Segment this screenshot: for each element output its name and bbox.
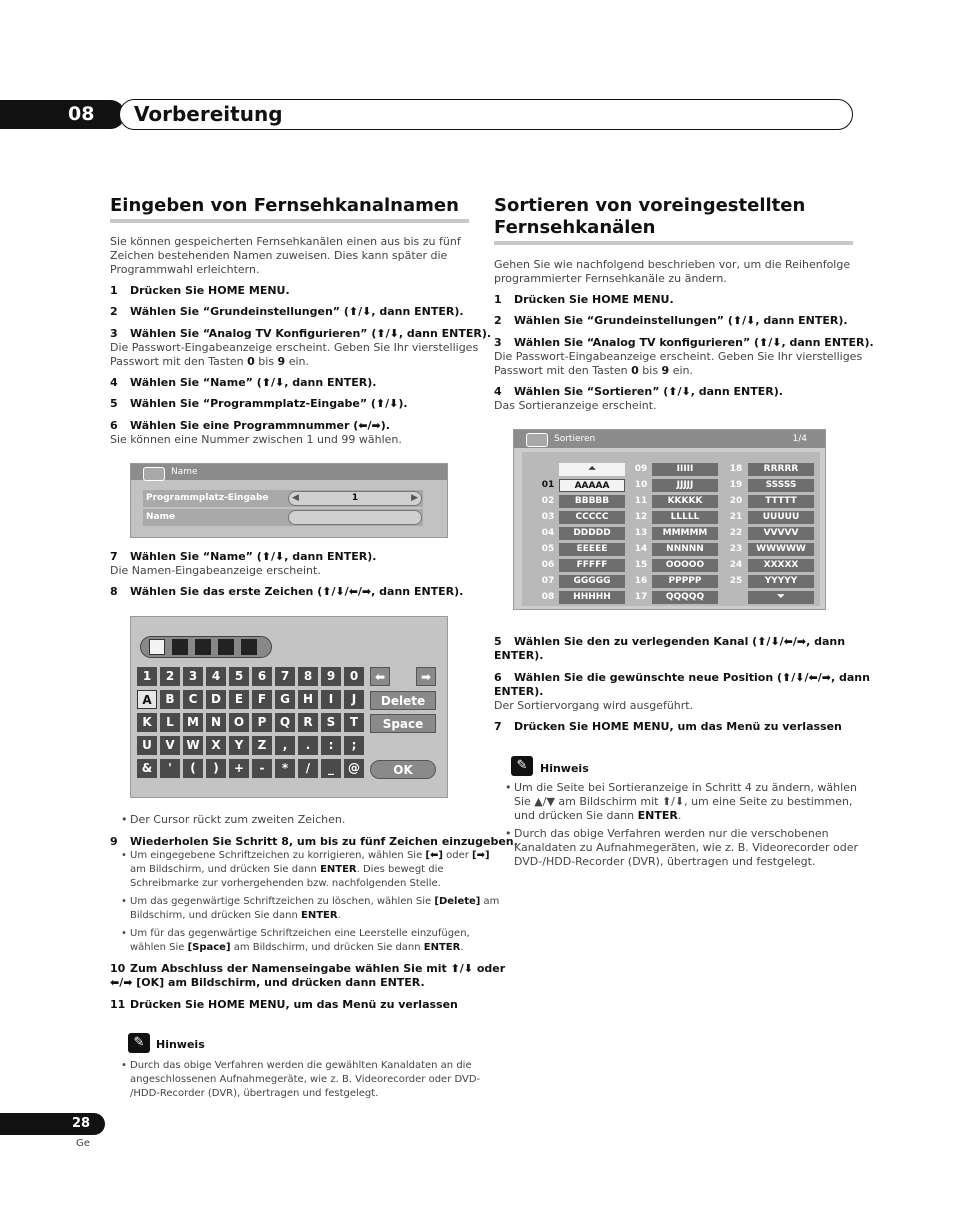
sort-channel-number: 19 xyxy=(729,480,743,490)
key[interactable]: ( xyxy=(183,759,203,778)
sort-channel-number: 11 xyxy=(634,496,648,506)
right-step-5: 5 Wählen Sie den zu verlegenden Kanal (⬆/⬇/⬅/➡, dann xyxy=(494,635,846,648)
channel-value: 1 xyxy=(351,493,359,503)
sort-channel-name[interactable]: BBBBB xyxy=(559,495,625,508)
left-step-7: 7 Wählen Sie “Name” (⬆/⬇, dann ENTER). xyxy=(110,550,377,563)
sort-channel-name[interactable]: RRRRR xyxy=(748,463,814,476)
sort-channel-number: 20 xyxy=(729,496,743,506)
left-step-8: 8 Wählen Sie das erste Zeichen (⬆/⬇/⬅/➡, dann ENTER). xyxy=(110,585,464,598)
name-screen xyxy=(130,463,448,538)
sort-channel-name[interactable]: MMMMM xyxy=(652,527,718,540)
sort-channel-name[interactable]: CCCCC xyxy=(559,511,625,524)
key[interactable]: X xyxy=(206,736,226,755)
sort-channel-number: 04 xyxy=(541,528,555,538)
right-step-4: 4 Wählen Sie “Sortieren” (⬆/⬇, dann ENTER). xyxy=(494,385,783,398)
key[interactable]: Z xyxy=(252,736,272,755)
bullet-correct-2: am Bildschirm, und drücken Sie dann ENTER. Dies bewegt die xyxy=(130,864,444,875)
key[interactable]: Y xyxy=(229,736,249,755)
sort-channel-name[interactable]: TTTTT xyxy=(748,495,814,508)
sort-list xyxy=(522,452,820,606)
sort-channel-number: 07 xyxy=(541,576,555,586)
sort-channel-name[interactable]: OOOOO xyxy=(652,559,718,572)
sort-channel-number: 03 xyxy=(541,512,555,522)
sort-channel-number: 18 xyxy=(729,464,743,474)
right-note-2a: • Durch das obige Verfahren werden nur die verschobenen xyxy=(514,827,829,841)
key[interactable]: T xyxy=(344,713,364,732)
key[interactable]: S xyxy=(321,713,341,732)
left-step-3-desc-1: Die Passwort-Eingabeanzeige erscheint. Geben Sie Ihr vierstelliges xyxy=(110,341,479,354)
page-down-button[interactable]: ⏷ xyxy=(748,591,814,604)
sort-channel-name[interactable]: IIIII xyxy=(652,463,718,476)
left-heading-rule xyxy=(110,219,469,223)
key[interactable]: 4 xyxy=(206,667,226,686)
sort-channel-number: 15 xyxy=(634,560,648,570)
key[interactable]: 2 xyxy=(160,667,180,686)
sort-channel-number: 05 xyxy=(541,544,555,554)
sort-channel-name[interactable]: SSSSS xyxy=(748,479,814,492)
right-step-4-desc: Das Sortieranzeige erscheint. xyxy=(494,399,657,412)
key[interactable]: O xyxy=(229,713,249,732)
cursor-note: • Der Cursor rückt zum zweiten Zeichen. xyxy=(130,813,345,827)
sort-channel-name[interactable]: NNNNN xyxy=(652,543,718,556)
right-step-5-cont: ENTER). xyxy=(494,649,544,662)
key[interactable]: Q xyxy=(275,713,295,732)
page-up-button[interactable]: ⏶ xyxy=(559,463,625,476)
sort-channel-number: 16 xyxy=(634,576,648,586)
sort-channel-name[interactable]: HHHHH xyxy=(559,591,625,604)
sort-channel-name[interactable]: YYYYY xyxy=(748,575,814,588)
sort-channel-number: 12 xyxy=(634,512,648,522)
bullet-space-2: wählen Sie [Space] am Bildschirm, und drücken Sie dann ENTER. xyxy=(130,942,464,953)
arrow-left-icon: ◀ xyxy=(292,493,299,503)
note-pencil-icon: ✎ xyxy=(128,1033,150,1053)
tv-icon xyxy=(526,433,548,447)
sort-channel-name[interactable]: JJJJJ xyxy=(652,479,718,492)
key[interactable]: U xyxy=(137,736,157,755)
sort-channel-name[interactable]: DDDDD xyxy=(559,527,625,540)
key[interactable]: L xyxy=(160,713,180,732)
left-note-2: angeschlossenen Aufnahmegeräte, wie z. B. Videorecorder oder DVD- xyxy=(130,1074,481,1085)
key[interactable]: ' xyxy=(160,759,180,778)
sort-channel-name[interactable]: LLLLL xyxy=(652,511,718,524)
channel-selector[interactable] xyxy=(288,491,422,506)
row-channel-label: Programmplatz-Eingabe xyxy=(146,493,269,503)
key[interactable]: ; xyxy=(344,736,364,755)
key[interactable]: _ xyxy=(321,759,341,778)
sort-channel-number: 06 xyxy=(541,560,555,570)
left-note-title: Hinweis xyxy=(156,1038,205,1051)
key[interactable]: M xyxy=(183,713,203,732)
sort-channel-name[interactable]: UUUUU xyxy=(748,511,814,524)
left-note-1: • Durch das obige Verfahren werden die gewählten Kanaldaten an die xyxy=(130,1059,472,1073)
key[interactable]: * xyxy=(275,759,295,778)
sort-channel-name[interactable]: EEEEE xyxy=(559,543,625,556)
cursor-left-button[interactable]: ⬅ xyxy=(370,667,390,686)
key[interactable]: I xyxy=(321,690,341,709)
left-step-9: 9 Wiederholen Sie Schritt 8, um bis zu fünf Zeichen einzugeben. xyxy=(110,835,518,848)
key[interactable]: 3 xyxy=(183,667,203,686)
right-intro-2: programmierter Fernsehkanäle zu ändern. xyxy=(494,272,727,285)
right-note-1a: • Um die Seite bei Sortieranzeige in Schritt 4 zu ändern, wählen xyxy=(514,781,857,795)
name-slot-1 xyxy=(149,639,165,655)
name-entry-keyboard xyxy=(130,616,448,798)
sort-channel-number: 08 xyxy=(541,592,555,602)
right-intro-1: Gehen Sie wie nachfolgend beschrieben vor, um die Reihenfolge xyxy=(494,258,851,271)
left-heading: Eingeben von Fernsehkanalnamen xyxy=(110,195,459,216)
right-step-2: 2 Wählen Sie “Grundeinstellungen” (⬆/⬇, dann ENTER). xyxy=(494,314,848,327)
sort-channel-name[interactable]: FFFFF xyxy=(559,559,625,572)
key[interactable]: 7 xyxy=(275,667,295,686)
bullet-delete-1: • Um das gegenwärtige Schriftzeichen zu löschen, wählen Sie [Delete] am xyxy=(130,895,499,909)
key[interactable]: H xyxy=(298,690,318,709)
key[interactable]: A xyxy=(137,690,157,709)
right-note-2b: Kanaldaten zu Aufnahmegeräten, wie z. B. Videorecorder oder xyxy=(514,841,859,854)
sort-channel-name[interactable]: KKKKK xyxy=(652,495,718,508)
chapter-tab xyxy=(0,100,125,129)
sort-channel-name[interactable]: GGGGG xyxy=(559,575,625,588)
sort-channel-name[interactable]: PPPPP xyxy=(652,575,718,588)
page-language: Ge xyxy=(76,1138,90,1149)
key[interactable]: @ xyxy=(344,759,364,778)
left-note-3: /HDD-Recorder (DVR), übertragen und festgelegt. xyxy=(130,1088,379,1099)
sort-screen xyxy=(513,429,826,610)
right-note-1b: Sie ▲/▼ am Bildschirm mit ⬆/⬇, um eine Seite zu bestimmen, xyxy=(514,795,853,808)
left-intro-1: Sie können gespeicherten Fernsehkanälen einen aus bis zu fünf xyxy=(110,235,461,248)
bullet-delete-2: Bildschirm, und drücken Sie dann ENTER. xyxy=(130,910,341,921)
key[interactable]: , xyxy=(275,736,295,755)
right-note-1c: und drücken Sie dann ENTER. xyxy=(514,809,682,822)
sort-channel-number: 21 xyxy=(729,512,743,522)
key[interactable]: & xyxy=(137,759,157,778)
sort-channel-name[interactable]: XXXXX xyxy=(748,559,814,572)
sort-channel-name[interactable]: AAAAA xyxy=(559,479,625,492)
right-step-7: 7 Drücken Sie HOME MENU, um das Menü zu verlassen xyxy=(494,720,842,733)
key[interactable]: V xyxy=(160,736,180,755)
sort-channel-number: 13 xyxy=(634,528,648,538)
right-heading-rule xyxy=(494,241,853,245)
sort-channel-number: 01 xyxy=(541,480,555,490)
right-step-3: 3 Wählen Sie “Analog TV konfigurieren” (⬆/⬇, dann ENTER). xyxy=(494,336,874,349)
key[interactable]: J xyxy=(344,690,364,709)
key[interactable]: P xyxy=(252,713,272,732)
right-step-3-desc-2: Passwort mit den Tasten 0 bis 9 ein. xyxy=(494,364,693,377)
right-step-6-cont: ENTER). xyxy=(494,685,544,698)
right-note-title: Hinweis xyxy=(540,762,589,775)
key[interactable]: 0 xyxy=(344,667,364,686)
key[interactable]: B xyxy=(160,690,180,709)
key[interactable]: . xyxy=(298,736,318,755)
arrow-right-icon: ▶ xyxy=(411,493,418,503)
name-slot-3 xyxy=(195,639,211,655)
key[interactable]: G xyxy=(275,690,295,709)
sort-channel-number: 24 xyxy=(729,560,743,570)
key[interactable]: / xyxy=(298,759,318,778)
sort-channel-number: 14 xyxy=(634,544,648,554)
bullet-space-1: • Um für das gegenwärtige Schriftzeichen eine Leerstelle einzufügen, xyxy=(130,927,470,941)
sort-channel-number: 10 xyxy=(634,480,648,490)
space-button[interactable]: Space xyxy=(370,714,436,733)
chapter-title: Vorbereitung xyxy=(134,102,283,126)
left-step-5: 5 Wählen Sie “Programmplatz-Eingabe” (⬆/⬇). xyxy=(110,397,408,410)
name-slot-5 xyxy=(241,639,257,655)
chapter-number: 08 xyxy=(68,103,95,125)
sort-channel-name[interactable]: WWWWW xyxy=(748,543,814,556)
left-step-2: 2 Wählen Sie “Grundeinstellungen” (⬆/⬇, dann ENTER). xyxy=(110,305,464,318)
sort-channel-number: 17 xyxy=(634,592,648,602)
name-field[interactable] xyxy=(288,510,422,525)
key[interactable]: 5 xyxy=(229,667,249,686)
left-step-10: 10 Zum Abschluss der Namenseingabe wählen Sie mit ⬆/⬇ oder xyxy=(110,962,506,975)
note-pencil-icon: ✎ xyxy=(511,756,533,776)
ok-button[interactable]: OK xyxy=(370,760,436,779)
sort-channel-number: 09 xyxy=(634,464,648,474)
tv-icon xyxy=(143,467,165,481)
key[interactable]: 6 xyxy=(252,667,272,686)
key[interactable]: : xyxy=(321,736,341,755)
key[interactable]: K xyxy=(137,713,157,732)
key[interactable]: E xyxy=(229,690,249,709)
cursor-right-button[interactable]: ➡ xyxy=(416,667,436,686)
left-step-3: 3 Wählen Sie “Analog TV Konfigurieren” (⬆/⬇, dann ENTER). xyxy=(110,327,492,340)
right-note-2c: DVD-/HDD-Recorder (DVR), übertragen und festgelegt. xyxy=(514,855,816,868)
sort-channel-number: 23 xyxy=(729,544,743,554)
left-step-1: 1 Drücken Sie HOME MENU. xyxy=(110,284,290,297)
right-heading-2: Fernsehkanälen xyxy=(494,217,656,238)
right-step-3-desc-1: Die Passwort-Eingabeanzeige erscheint. Geben Sie Ihr vierstelliges xyxy=(494,350,863,363)
key[interactable]: - xyxy=(252,759,272,778)
key[interactable]: 1 xyxy=(137,667,157,686)
name-screen-titlebar: Name xyxy=(131,464,447,480)
key[interactable]: R xyxy=(298,713,318,732)
left-step-4: 4 Wählen Sie “Name” (⬆/⬇, dann ENTER). xyxy=(110,376,377,389)
bullet-correct-3: Schreibmarke zur vorhergehenden bzw. nachfolgenden Stelle. xyxy=(130,878,441,889)
right-step-6: 6 Wählen Sie die gewünschte neue Position (⬆/⬇/⬅/➡, dann xyxy=(494,671,870,684)
sort-page-indicator: 1/4 xyxy=(792,434,807,444)
sort-channel-name[interactable]: QQQQQ xyxy=(652,591,718,604)
right-heading-1: Sortieren von voreingestellten xyxy=(494,195,806,216)
left-step-11: 11 Drücken Sie HOME MENU, um das Menü zu verlassen xyxy=(110,998,458,1011)
left-step-7-desc: Die Namen-Eingabeanzeige erscheint. xyxy=(110,564,321,577)
left-intro-2: Zeichen bestehenden Namen zuweisen. Dies kann später die xyxy=(110,249,448,262)
left-step-3-desc-2: Passwort mit den Tasten 0 bis 9 ein. xyxy=(110,355,309,368)
key[interactable]: ) xyxy=(206,759,226,778)
row-name-label: Name xyxy=(146,512,176,522)
sort-channel-name[interactable]: VVVVV xyxy=(748,527,814,540)
delete-button[interactable]: Delete xyxy=(370,691,436,710)
sort-screen-titlebar: Sortieren xyxy=(514,430,825,448)
sort-channel-number: 22 xyxy=(729,528,743,538)
left-step-6-desc: Sie können eine Nummer zwischen 1 und 99 wählen. xyxy=(110,433,402,446)
key[interactable]: F xyxy=(252,690,272,709)
left-step-10-cont: ⬅/➡ [OK] am Bildschirm, und drücken dann ENTER. xyxy=(110,976,425,989)
key[interactable]: + xyxy=(229,759,249,778)
right-step-1: 1 Drücken Sie HOME MENU. xyxy=(494,293,674,306)
sort-channel-number: 02 xyxy=(541,496,555,506)
sort-channel-number: 25 xyxy=(729,576,743,586)
name-slot-4 xyxy=(218,639,234,655)
left-intro-3: Programmwahl erleichtern. xyxy=(110,263,260,276)
name-slot-2 xyxy=(172,639,188,655)
key[interactable]: 8 xyxy=(298,667,318,686)
key[interactable]: D xyxy=(206,690,226,709)
left-step-6: 6 Wählen Sie eine Programmnummer (⬅/➡). xyxy=(110,419,390,432)
key[interactable]: W xyxy=(183,736,203,755)
key[interactable]: C xyxy=(183,690,203,709)
key[interactable]: N xyxy=(206,713,226,732)
bullet-correct-1: • Um eingegebene Schriftzeichen zu korrigieren, wählen Sie [⬅] oder [➡] xyxy=(130,849,490,863)
page-number: 28 xyxy=(72,1116,91,1131)
right-step-6-desc: Der Sortiervorgang wird ausgeführt. xyxy=(494,699,694,712)
key[interactable]: 9 xyxy=(321,667,341,686)
